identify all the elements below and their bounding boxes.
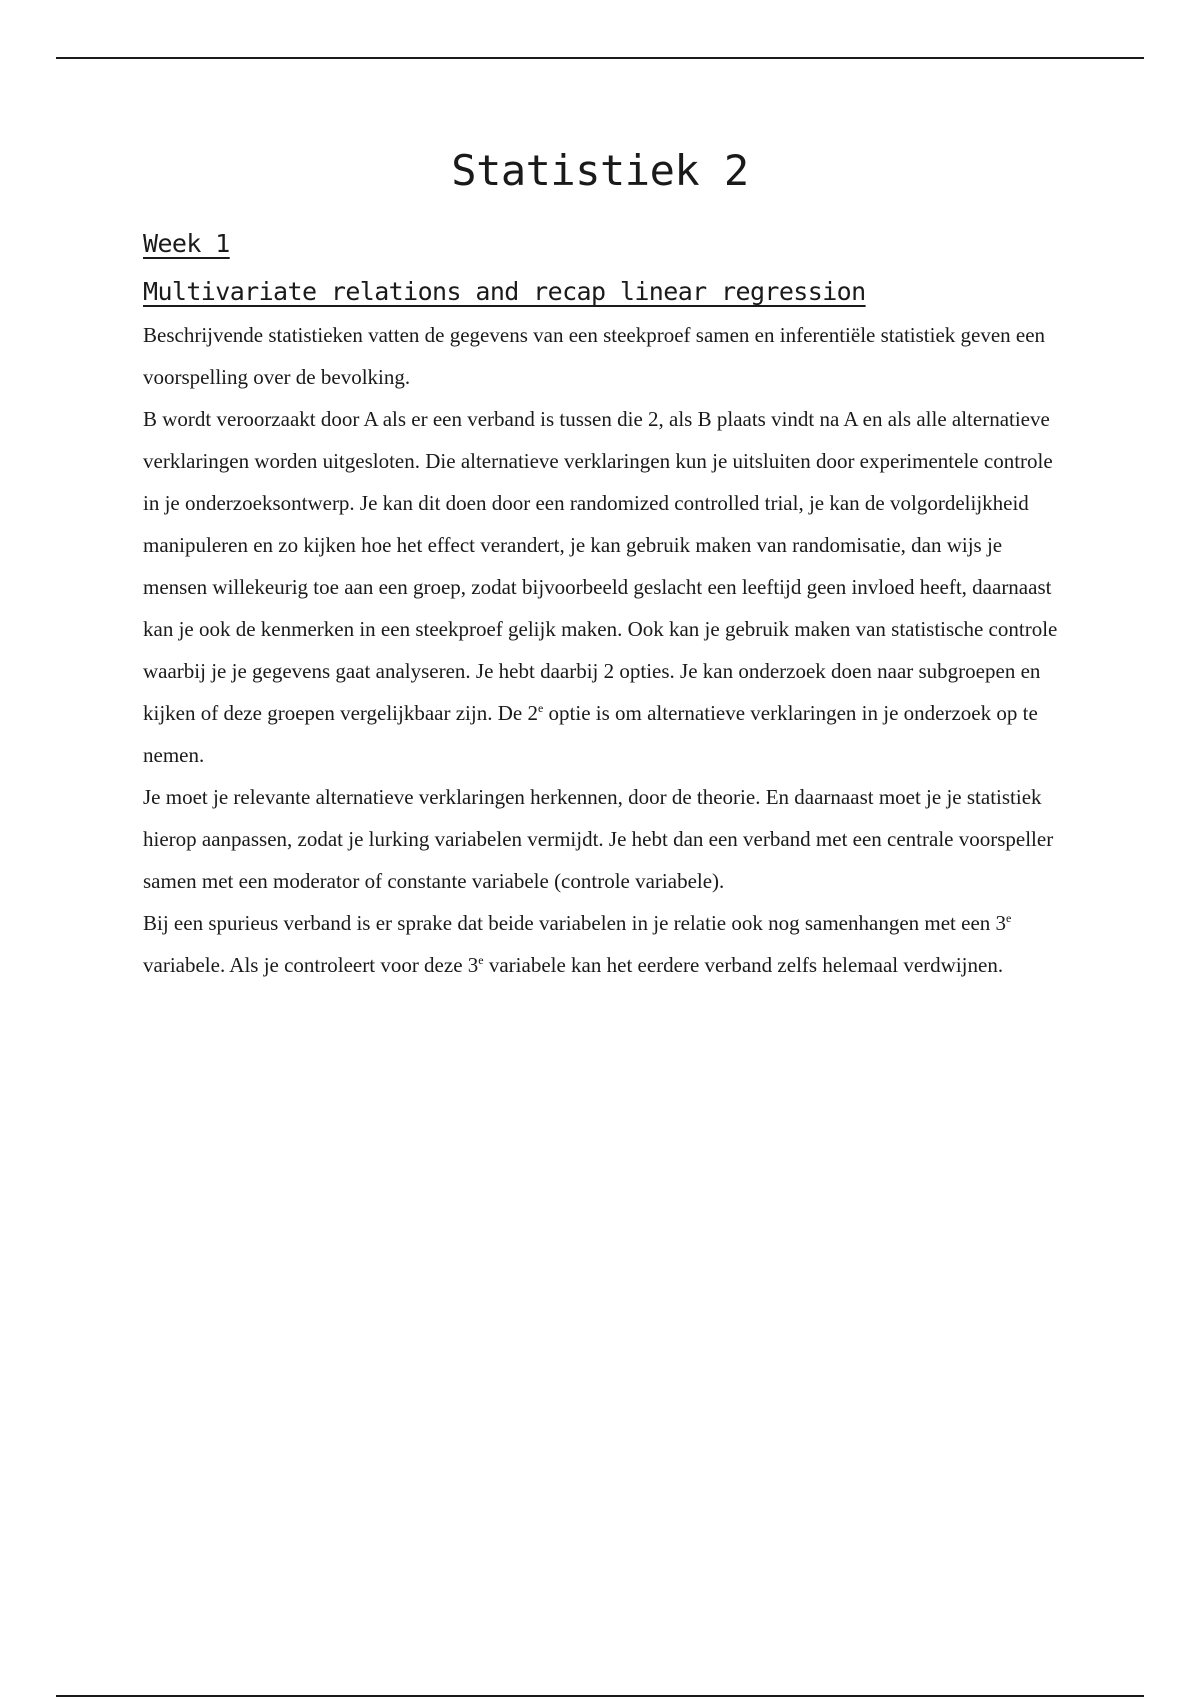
superscript-e: e: [478, 953, 484, 967]
superscript-e: e: [537, 701, 544, 715]
section-heading: Multivariate relations and recap linear regression: [143, 277, 866, 306]
body-text: [143, 314, 1063, 986]
paragraph-causality: [143, 398, 1063, 776]
paragraph-causality-part1: B wordt veroorzaakt door A als er een verband is tussen die 2, als B plaats vindt na A en als alle alternatieve verklaringen worden uitgesloten. Die alternatieve verklaringen kun je uitsluiten door experimentele controle in je onderzoeksontwerp. Je kan dit doen door een randomized controlled trial, je kan de volgordelijkheid manipuleren en zo kijken hoe het effect verandert, je kan gebruik maken van randomisatie, dan wijs je mensen willekeurig toe aan een groep, zodat bijvoorbeeld geslacht een leeftijd geen invloed heeft, daarnaast kan je ook de kenmerken in een steekproef gelijk maken. Ook kan je gebruik maken van statistische controle waarbij je je gegevens gaat analyseren. Je hebt daarbij 2 opties. Je kan onderzoek doen naar subgroepen en kijken of deze groepen vergelijkbaar zijn. De 2: [143, 407, 1058, 725]
paragraph-causality-part2: optie is om alternatieve verklaringen in je onderzoek op te nemen.: [143, 701, 1038, 767]
paragraph-descriptive-statistics: Beschrijvende statistieken vatten de gegevens van een steekproef samen en inferentiële statistiek geven een voorspelling over de bevolking.: [143, 323, 1046, 389]
top-divider: [56, 57, 1144, 59]
paragraph-alternative-explanations: Je moet je relevante alternatieve verklaringen herkennen, door de theorie. En daarnaast moet je je statistiek hierop aanpassen, zodat je lurking variabelen vermijdt. Je hebt dan een verband met een centrale voorspeller samen met een moderator of constante variabele (controle variabele).: [143, 785, 1054, 893]
superscript-e: e: [1006, 911, 1012, 925]
paragraph-spurious-part3: variabele kan het eerdere verband zelfs helemaal verdwijnen.: [483, 953, 1004, 977]
document-title: Statistiek 2: [451, 146, 749, 195]
paragraph-spurious-part1: Bij een spurieus verband is er sprake dat beide variabelen in je relatie ook nog samenhangen met een 3: [143, 911, 1007, 935]
paragraph-spurious-relation: [143, 902, 1063, 986]
paragraph-spurious-part2: variabele. Als je controleert voor deze 3: [143, 953, 479, 977]
document-content: [143, 224, 1063, 986]
bottom-divider: [56, 1695, 1144, 1697]
week-heading: Week 1: [143, 229, 230, 258]
